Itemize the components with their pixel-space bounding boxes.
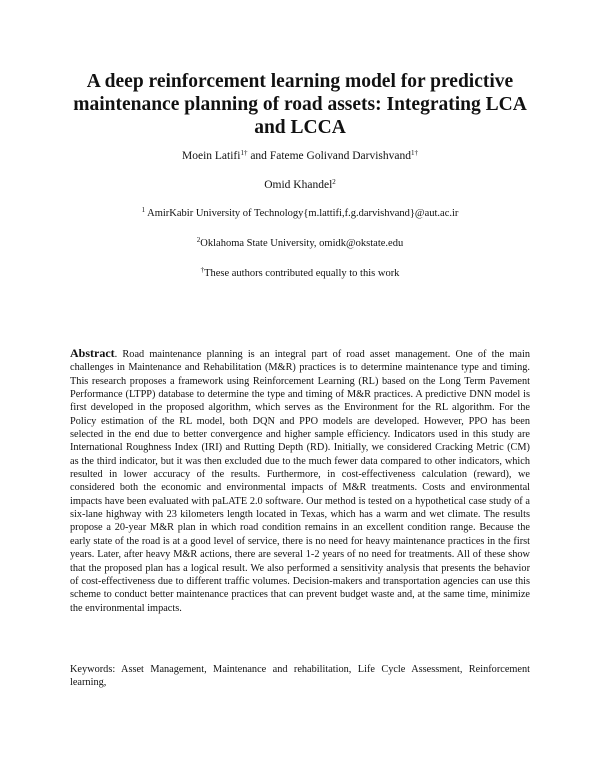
affiliation-superscript: 1	[141, 206, 146, 214]
keywords: Keywords: Asset Management, Maintenance and rehabilitation, Life Cycle Assessment, Reinforcement learning,	[70, 664, 530, 689]
affiliation-1	[60, 208, 540, 219]
author-superscript: 1†	[410, 149, 418, 157]
affiliation-text: Oklahoma State University, omidk@okstate.edu	[200, 238, 404, 249]
affiliation-2	[60, 238, 540, 249]
abstract-label: Abstract	[70, 346, 115, 360]
author-name: Omid Khandel	[264, 179, 333, 191]
author-line-2	[60, 179, 540, 191]
author-conjunction: and	[247, 150, 270, 162]
author-name: Fateme Golivand Darvishvand	[269, 150, 411, 162]
note-superscript: †	[200, 266, 205, 274]
abstract-text: . Road maintenance planning is an integral part of road asset management. One of the main challenges in Maintenance and Rehabilitation (M&R) practices is to determine maintenance type and timing. This research proposes a framework using Reinforcement Learning (RL) based on the Long Term Pavement Performance (LTPP) database to determine the type and timing of M&R practices. A predictive DNN model is first developed in the proposed algorithm, which serves as the Environment for the RL algorithm. For the Policy estimation of the RL model, both DQN and PPO models are developed. However, PPO has been selected in the end due to better convergence and higher sample efficiency. Indicators used in this study are International Roughness Index (IRI) and Rutting Depth (RD). Initially, we considered Cracking Metric (CM) as the third indicator, but it was then excluded due to the much fewer data compared to other indicators, which resulted in lower accuracy of the results. Furthermore, in cost-effectiveness calculation (reward), we considered both the economic and environmental impacts of M&R treatments. Costs and environmental impacts have been evaluated with paLATE 2.0 software. Our method is tested on a hypothetical case study of a six-lane highway with 23 kilometers length located in Texas, which has a warm and wet climate. The results propose a 20-year M&R plan in which road condition remains in an excellent condition range. Because the early state of the road is at a good level of service, there is no need for heavy maintenance practices in the first years. Later, after heavy M&R actions, there are several 1-2 years of no need for treatments. All of these show that the proposed plan has a logical result. We also performed a sensitivity analysis that presents the behavior of cost-effectiveness due to different traffic volumes. Decision-makers and transportation agencies can use this scheme to conduct better maintenance practices that can prevent budget waste and, at the same time, minimize the environmental impacts.	[70, 349, 530, 614]
author-name: Moein Latifi	[182, 150, 241, 162]
author-superscript: 2	[332, 178, 336, 186]
note-text: These authors contributed equally to this work	[204, 268, 400, 279]
affiliation-superscript: 2	[196, 236, 201, 244]
equal-contribution-note	[60, 268, 540, 279]
author-line	[60, 150, 540, 162]
paper-title: A deep reinforcement learning model for predictive maintenance planning of road assets: Integrating LCA and LCCA	[73, 71, 527, 138]
affiliation-text: AmirKabir University of Technology{m.lattifi,f.g.darvishvand}@aut.ac.ir	[145, 208, 459, 219]
author-superscript: 1†	[240, 149, 248, 157]
abstract	[70, 347, 530, 615]
